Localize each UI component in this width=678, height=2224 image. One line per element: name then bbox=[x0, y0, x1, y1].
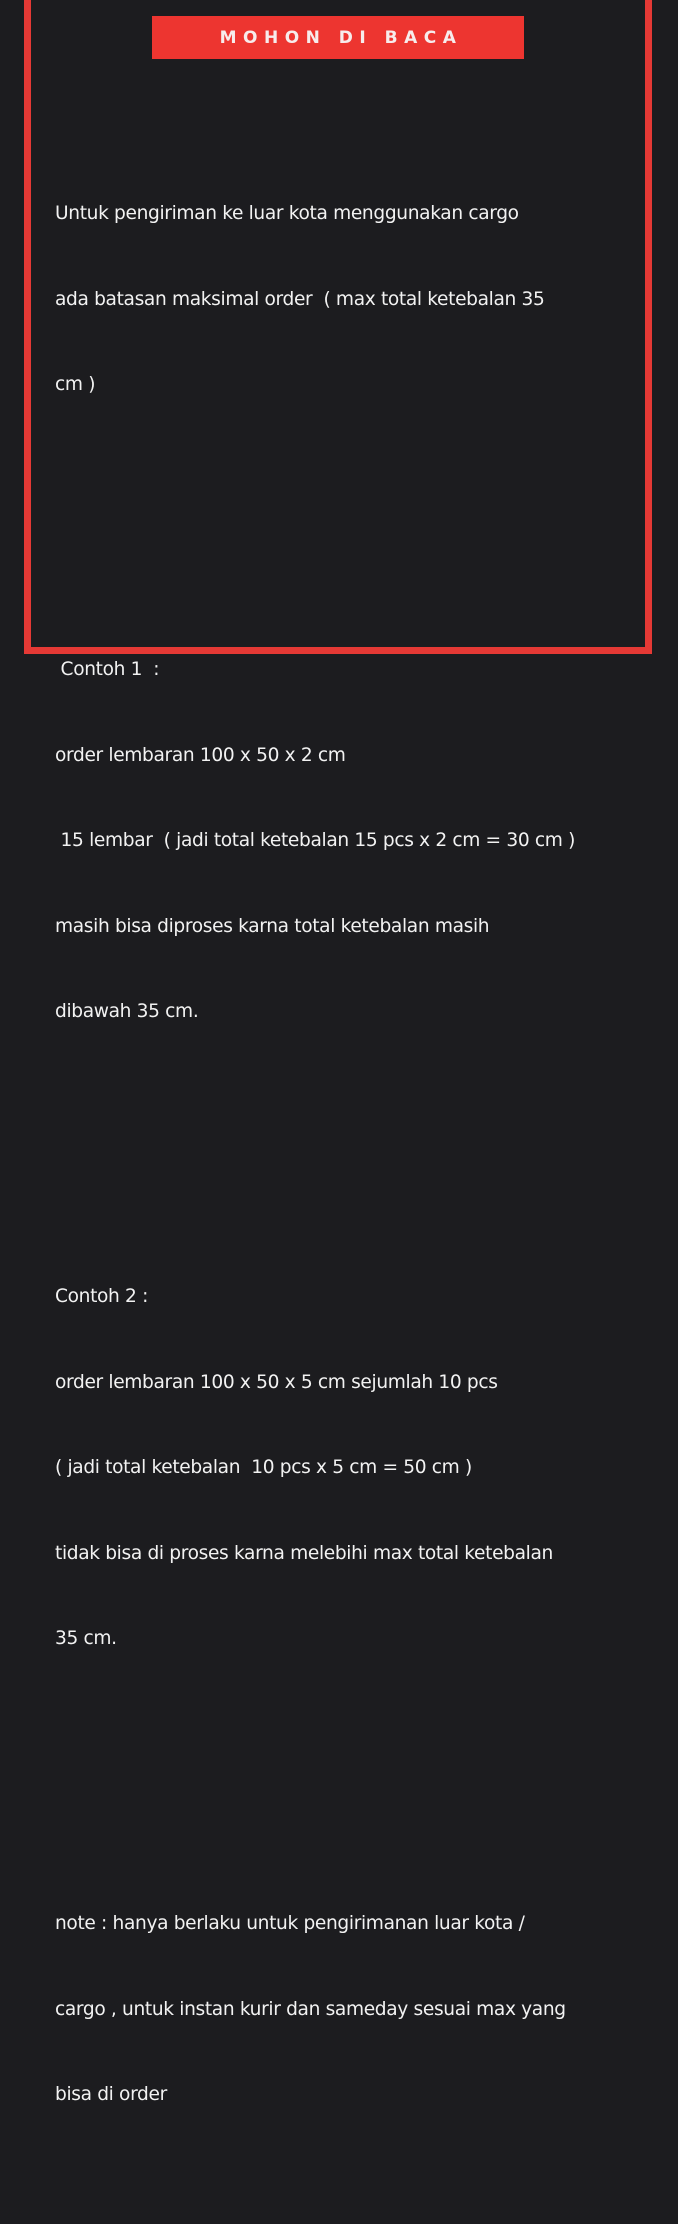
example-1-heading: Contoh 1 : bbox=[55, 659, 160, 680]
example-1-line: 15 lembar ( jadi total ketebalan 15 pcs x 2 cm = 30 cm ) bbox=[55, 830, 575, 851]
example-2-line: order lembaran 100 x 50 x 5 cm sejumlah 10 pcs bbox=[55, 1371, 498, 1393]
example-1-line: dibawah 35 cm. bbox=[55, 1001, 199, 1022]
intro-line: cm ) bbox=[55, 374, 96, 395]
title-banner bbox=[152, 16, 524, 59]
note-line: note : hanya berlaku untuk pengirimanan luar kota / bbox=[55, 1913, 525, 1934]
intro-paragraph bbox=[55, 143, 645, 457]
example-2-paragraph bbox=[55, 1226, 645, 1711]
example-2-heading: Contoh 2 : bbox=[55, 1286, 149, 1307]
intro-line: Untuk pengiriman ke luar kota menggunakan cargo bbox=[55, 203, 519, 224]
example-2-line: ( jadi total ketebalan 10 pcs x 5 cm = 50 cm ) bbox=[55, 1457, 472, 1478]
example-1-line: order lembaran 100 x 50 x 2 cm bbox=[55, 744, 346, 766]
intro-line: ada batasan maksimal order ( max total ketebalan 35 bbox=[55, 288, 545, 310]
paragraph-gap bbox=[55, 1141, 645, 1170]
example-1-line: masih bisa diproses karna total ketebalan masih bbox=[55, 915, 490, 937]
note-paragraph bbox=[55, 1853, 645, 2167]
example-2-line: tidak bisa di proses karna melebihi max total ketebalan bbox=[55, 1542, 553, 1564]
example-2-line: 35 cm. bbox=[55, 1628, 117, 1649]
note-line: cargo , untuk instan kurir dan sameday sesuai max yang bbox=[55, 1998, 566, 2020]
example-1-paragraph bbox=[55, 599, 645, 1084]
paragraph-gap bbox=[55, 514, 645, 543]
banner-title: MOHON DI BACA bbox=[219, 27, 463, 48]
note-line: bisa di order bbox=[55, 2084, 167, 2105]
notice-body bbox=[55, 86, 645, 2224]
paragraph-gap bbox=[55, 1768, 645, 1797]
